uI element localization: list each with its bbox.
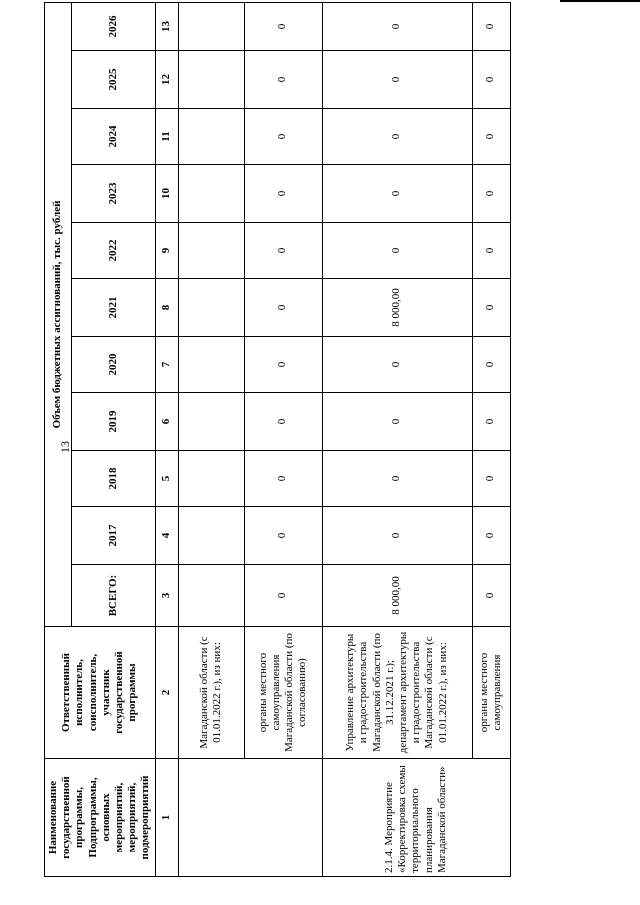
value-cell: [178, 393, 244, 451]
value-cell: 0: [322, 109, 472, 165]
header-year: 2020: [72, 337, 156, 393]
value-cell: 0: [244, 2, 322, 50]
value-cell: 0: [244, 565, 322, 627]
page-number: 13: [58, 441, 72, 453]
executor-cell: органы местного самоуправления Магаданской области (по согласованию): [244, 627, 322, 759]
value-cell: 0: [322, 393, 472, 451]
column-number: 5: [155, 451, 178, 507]
header-year: 2026: [72, 2, 156, 50]
value-cell: 0: [472, 565, 510, 627]
value-cell: [178, 109, 244, 165]
column-number: 10: [155, 165, 178, 223]
value-cell: 0: [472, 393, 510, 451]
header-year: 2025: [72, 51, 156, 109]
value-cell: 0: [472, 507, 510, 565]
value-cell: 0: [244, 165, 322, 223]
value-cell: 0: [472, 165, 510, 223]
value-cell: 0: [244, 507, 322, 565]
column-number: 9: [155, 223, 178, 279]
value-cell: [178, 279, 244, 337]
measure-cell: 2.1.4. Мероприятие «Корректировка схемы территориального планирования Магаданской области»: [322, 759, 510, 877]
header-year: 2018: [72, 451, 156, 507]
value-cell: 0: [244, 279, 322, 337]
value-cell: 0: [472, 2, 510, 50]
value-cell: 0: [472, 223, 510, 279]
value-cell: [178, 507, 244, 565]
table-row: [322, 2, 472, 876]
value-cell: [178, 337, 244, 393]
value-cell: 0: [322, 223, 472, 279]
column-number: 13: [155, 2, 178, 50]
table-row: [472, 2, 510, 876]
value-cell: [178, 2, 244, 50]
column-number: 8: [155, 279, 178, 337]
column-number: 11: [155, 109, 178, 165]
measure-cell: [178, 759, 322, 877]
header-name-col: Наименование государственной программы, Подпрограммы, основных мероприятий, мероприятий, подмероприятий: [45, 759, 156, 877]
value-cell: 0: [244, 223, 322, 279]
value-cell: [178, 451, 244, 507]
column-number: 2: [155, 627, 178, 759]
header-year: 2019: [72, 393, 156, 451]
value-cell: 0: [322, 451, 472, 507]
executor-cell: Магаданской области (с 01.01.2022 г.), из них:: [178, 627, 244, 759]
value-cell: 8 000,00: [322, 565, 472, 627]
value-cell: 0: [244, 337, 322, 393]
value-cell: 8 000,00: [322, 279, 472, 337]
header-budget-group: Объем бюджетных ассигнований, тыс. рублей: [45, 2, 72, 626]
header-year: 2021: [72, 279, 156, 337]
column-number: 1: [155, 759, 178, 877]
header-year: 2022: [72, 223, 156, 279]
table-row: [244, 2, 322, 876]
value-cell: 0: [472, 109, 510, 165]
value-cell: 0: [244, 109, 322, 165]
column-number: 6: [155, 393, 178, 451]
header-year: 2017: [72, 507, 156, 565]
value-cell: 0: [244, 393, 322, 451]
value-cell: 0: [322, 165, 472, 223]
value-cell: 0: [472, 451, 510, 507]
value-cell: 0: [322, 507, 472, 565]
value-cell: 0: [244, 451, 322, 507]
executor-cell: Управление архитектуры и градостроительства Магаданской области (по 31.12.2021 г.); департамент архитектуры и градостроительства Магаданской области (с 01.01.2022 г.), из них:: [322, 627, 472, 759]
value-cell: [178, 51, 244, 109]
column-number: 7: [155, 337, 178, 393]
value-cell: 0: [322, 337, 472, 393]
value-cell: 0: [322, 2, 472, 50]
header-executor-col: Ответственный исполнитель, соисполнитель, участник государственной программы: [45, 627, 156, 759]
value-cell: 0: [322, 51, 472, 109]
value-cell: 0: [472, 51, 510, 109]
header-year: ВСЕГО:: [72, 565, 156, 627]
value-cell: 0: [244, 51, 322, 109]
value-cell: 0: [472, 279, 510, 337]
column-number: 4: [155, 507, 178, 565]
header-year: 2024: [72, 109, 156, 165]
budget-table: [44, 2, 511, 877]
value-cell: [178, 565, 244, 627]
value-cell: [178, 223, 244, 279]
table-row: [178, 2, 244, 876]
value-cell: [178, 165, 244, 223]
column-number: 12: [155, 51, 178, 109]
column-number: 3: [155, 565, 178, 627]
header-year: 2023: [72, 165, 156, 223]
value-cell: 0: [472, 337, 510, 393]
executor-cell: органы местного самоуправления: [472, 627, 510, 759]
